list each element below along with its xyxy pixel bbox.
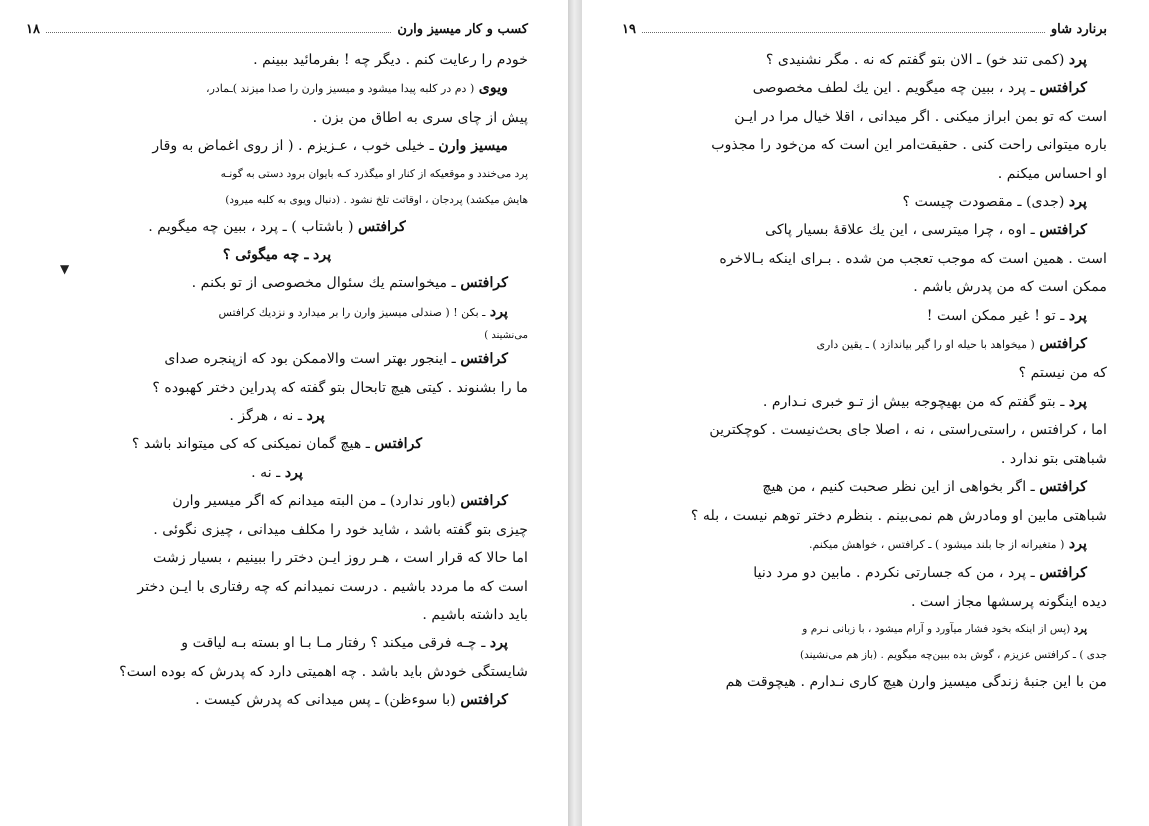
text-line: اما حالا که قرار است ، هـر روز ایـن دختر را ببینیم ، بسیار زشت [153, 550, 528, 567]
dialogue-line: کرافتس (با سوءظن) ـ پس میدانی که پدرش کیست . [195, 692, 508, 709]
text-line: چیزی بتو گفته باشد ، شاید خود را مکلف میدانی ، چیزی نگوئی . [153, 521, 528, 538]
book-gutter [568, 0, 582, 826]
speaker-name: کرافتس [460, 275, 508, 292]
speaker-name: پرد [1068, 535, 1087, 552]
speaker-name: پرد [1068, 393, 1087, 410]
speaker-name: پرد [1073, 623, 1087, 636]
speaker-name: کرافتس [460, 351, 508, 368]
speaker-name: پرد [489, 303, 508, 320]
right-page-header-title: برنارد شاو [1050, 22, 1107, 37]
speaker-name: کرافتس [374, 436, 423, 453]
stage-direction-line: پرد می‌خندد و موقعیکه از کنار او میگذرد کـه بایوان برود دستی به گونـه [220, 167, 528, 180]
speaker-name: پرد [489, 635, 508, 652]
left-page-header-title: کسب و کار میسیز وارن [397, 22, 528, 37]
speaker-name: پرد [284, 464, 303, 481]
stage-direction-line: می‌نشیند ) [484, 330, 528, 342]
speaker-name: کرافتس [1039, 80, 1087, 97]
dialogue-line: پرد ( متغیرانه از جا بلند میشود ) ـ کرافتس ، خواهش میکنم. [808, 535, 1087, 552]
text-line: است که ما مردد باشیم . درست نمیدانم که چه رفتاری با ایـن دختر [137, 578, 528, 595]
dialogue-line: کرافتس (باور ندارد) ـ من البته میدانم که اگر میسیر وارن [172, 493, 508, 510]
dialogue-line: پرد (کمی تند خو) ـ الان بتو گفتم که نه . مگر نشنیدی ؟ [765, 52, 1087, 68]
text-line: که من نیستم ؟ [1018, 365, 1107, 382]
text-line: او احساس میکنم . [997, 165, 1107, 182]
left-page-body [26, 46, 528, 715]
margin-mark-icon: ▼ [60, 262, 70, 276]
right-page [582, 0, 1149, 826]
header-dotted-leader [46, 32, 391, 33]
speaker-name: کرافتس [1039, 479, 1087, 496]
dialogue-line: کرافتس ( میخواهد با حیله او را گیر بیاندازد ) ـ یقین داری [816, 336, 1087, 353]
speaker-name: کرافتس [460, 692, 508, 709]
dialogue-line: پرد ـ چـه فرقی میکند ؟ رفتار مـا بـا او بسته بـه لیاقت و [181, 635, 508, 652]
dialogue-line: پرد ـ بکن ! ( صندلی میسیز وارن را بر میدارد و نزدیك کرافتس [218, 303, 508, 320]
dialogue-line: پرد ـ چه میگوئی ؟ [222, 247, 332, 264]
dialogue-line: ویوی ( دم در کلبه پیدا میشود و میسیز وارن را صدا میزند )ـمادر، [206, 80, 508, 97]
text-line: پیش از چای سری به اطاق من بزن . [312, 109, 528, 126]
text-line: من با این جنبهٔ زندگی میسیز وارن هیچ کاری نـدارم . هیچوقت هم [725, 674, 1107, 691]
text-line: باره میتوانی راحت کنی . حقیقت‌امر این است که من‌خود را مجذوب [711, 137, 1107, 154]
dialogue-line: پرد ـ بتو گفتم که من بهیچوجه بیش از تـو خبری نـدارم . [762, 393, 1087, 410]
speaker-name: پرد [1068, 307, 1087, 324]
speaker-name: میسیز وارن [438, 138, 508, 155]
text-line: باید داشته باشیم . [422, 606, 528, 623]
text-line: اما ، کرافتس ، راستی‌راستی ، نه ، اصلا جای بحث‌نیست . کوچکترین [709, 422, 1107, 439]
dialogue-line: کرافتس ـ اگر بخواهی از این نظر صحبت کنیم ، من هیچ [762, 479, 1087, 496]
dialogue-line: کرافتس ـ میخواستم یك سئوال مخصوصی از تو بکنم . [191, 275, 508, 292]
dialogue-line: پرد ـ تو ! غیر ممکن است ! [926, 307, 1087, 324]
header-dotted-leader [642, 32, 1045, 33]
dialogue-line: کرافتس ـ هیچ گمان نمیکنی که کی میتواند باشد ؟ [131, 436, 423, 453]
dialogue-line: کرافتس ( باشتاب ) ـ پرد ، ببین چه میگویم . [148, 218, 406, 235]
text-line: است که تو بمن ابراز میکنی . اگر میدانی ، اقلا خیال مرا در ایـن [734, 108, 1107, 125]
text-line: است . همین است که موجب تعجب من شده . بـرای اینکه بـالاخره [719, 250, 1107, 267]
speaker-name: پرد [306, 408, 325, 425]
dialogue-line: پرد (پس از اینکه بخود فشار میآورد و آرام میشود ، با زبانی نـرم و [802, 623, 1087, 636]
speaker-name: ویوی [478, 80, 508, 97]
dialogue-line: کرافتس ـ پرد ، ببین چه میگویم . این یك لطف مخصوصی [752, 80, 1087, 97]
speaker-name: کرافتس [460, 493, 508, 510]
right-page-body [622, 46, 1107, 697]
text-line: ممکن است که من پدرش باشم . [913, 279, 1107, 296]
dialogue-line: کرافتس ـ پرد ، من که جسارتی نکردم . مابین دو مرد دنیا [753, 565, 1087, 582]
text-line: شباهتی مابین او ومادرش هم نمی‌بینم . بنظرم دختر توهم نیست ، بله ؟ [690, 507, 1107, 524]
left-page [0, 0, 568, 826]
speaker-name: کرافتس [358, 218, 406, 235]
speaker-name: کرافتس [1039, 222, 1087, 239]
stage-direction-line: هایش میکشد) پردجان ، اوقاتت تلخ نشود . (دنبال ویوی به کلبه میرود) [225, 193, 528, 206]
dialogue-line: پرد ـ نه ، هرگز . [229, 408, 325, 425]
speaker-name: کرافتس [1039, 565, 1087, 582]
right-page-number: ۱۹ [622, 22, 636, 37]
text-line: خودم را رعایت کنم . دیگر چه ! بفرمائید ببینم . [253, 52, 528, 68]
dialogue-line: میسیز وارن ـ خیلی خوب ، عـزیزم . ( از روی اغماض به وقار [152, 138, 508, 155]
text-line: ما را بشنوند . کیتی هیچ تابحال بتو گفته که پدراین دختر کهبوده ؟ [152, 379, 528, 396]
stage-direction-line: جدی ) ـ کرافتس عزیزم ، گوش بده ببین‌چه میگویم . (باز هم می‌نشیند) [800, 649, 1107, 662]
dialogue-line: پرد ـ نه . [251, 464, 303, 481]
left-page-number: ۱۸ [26, 22, 40, 37]
dialogue-line: کرافتس ـ اینجور بهتر است والاممکن بود که ازپنجره صدای [164, 351, 508, 368]
speaker-name: پرد [1068, 194, 1087, 211]
dialogue-line: کرافتس ـ اوه ، چرا میترسی ، این یك علاقهٔ بسیار پاکی [765, 222, 1087, 239]
text-line: شایستگی خودش باید باشد . چه اهمیتی دارد که پدرش که بوده است؟ [119, 663, 528, 680]
dialogue-line: پرد (جدی) ـ مقصودت چیست ؟ [902, 194, 1087, 211]
text-line: شباهتی بتو ندارد . [1000, 450, 1107, 467]
left-page-header [26, 22, 528, 46]
speaker-name: کرافتس [1039, 336, 1087, 353]
text-line: دیده اینگونه پرسشها مجاز است . [911, 593, 1107, 610]
speaker-name: پرد [313, 247, 332, 264]
right-page-header [622, 22, 1107, 46]
speaker-name: پرد [1068, 52, 1087, 68]
